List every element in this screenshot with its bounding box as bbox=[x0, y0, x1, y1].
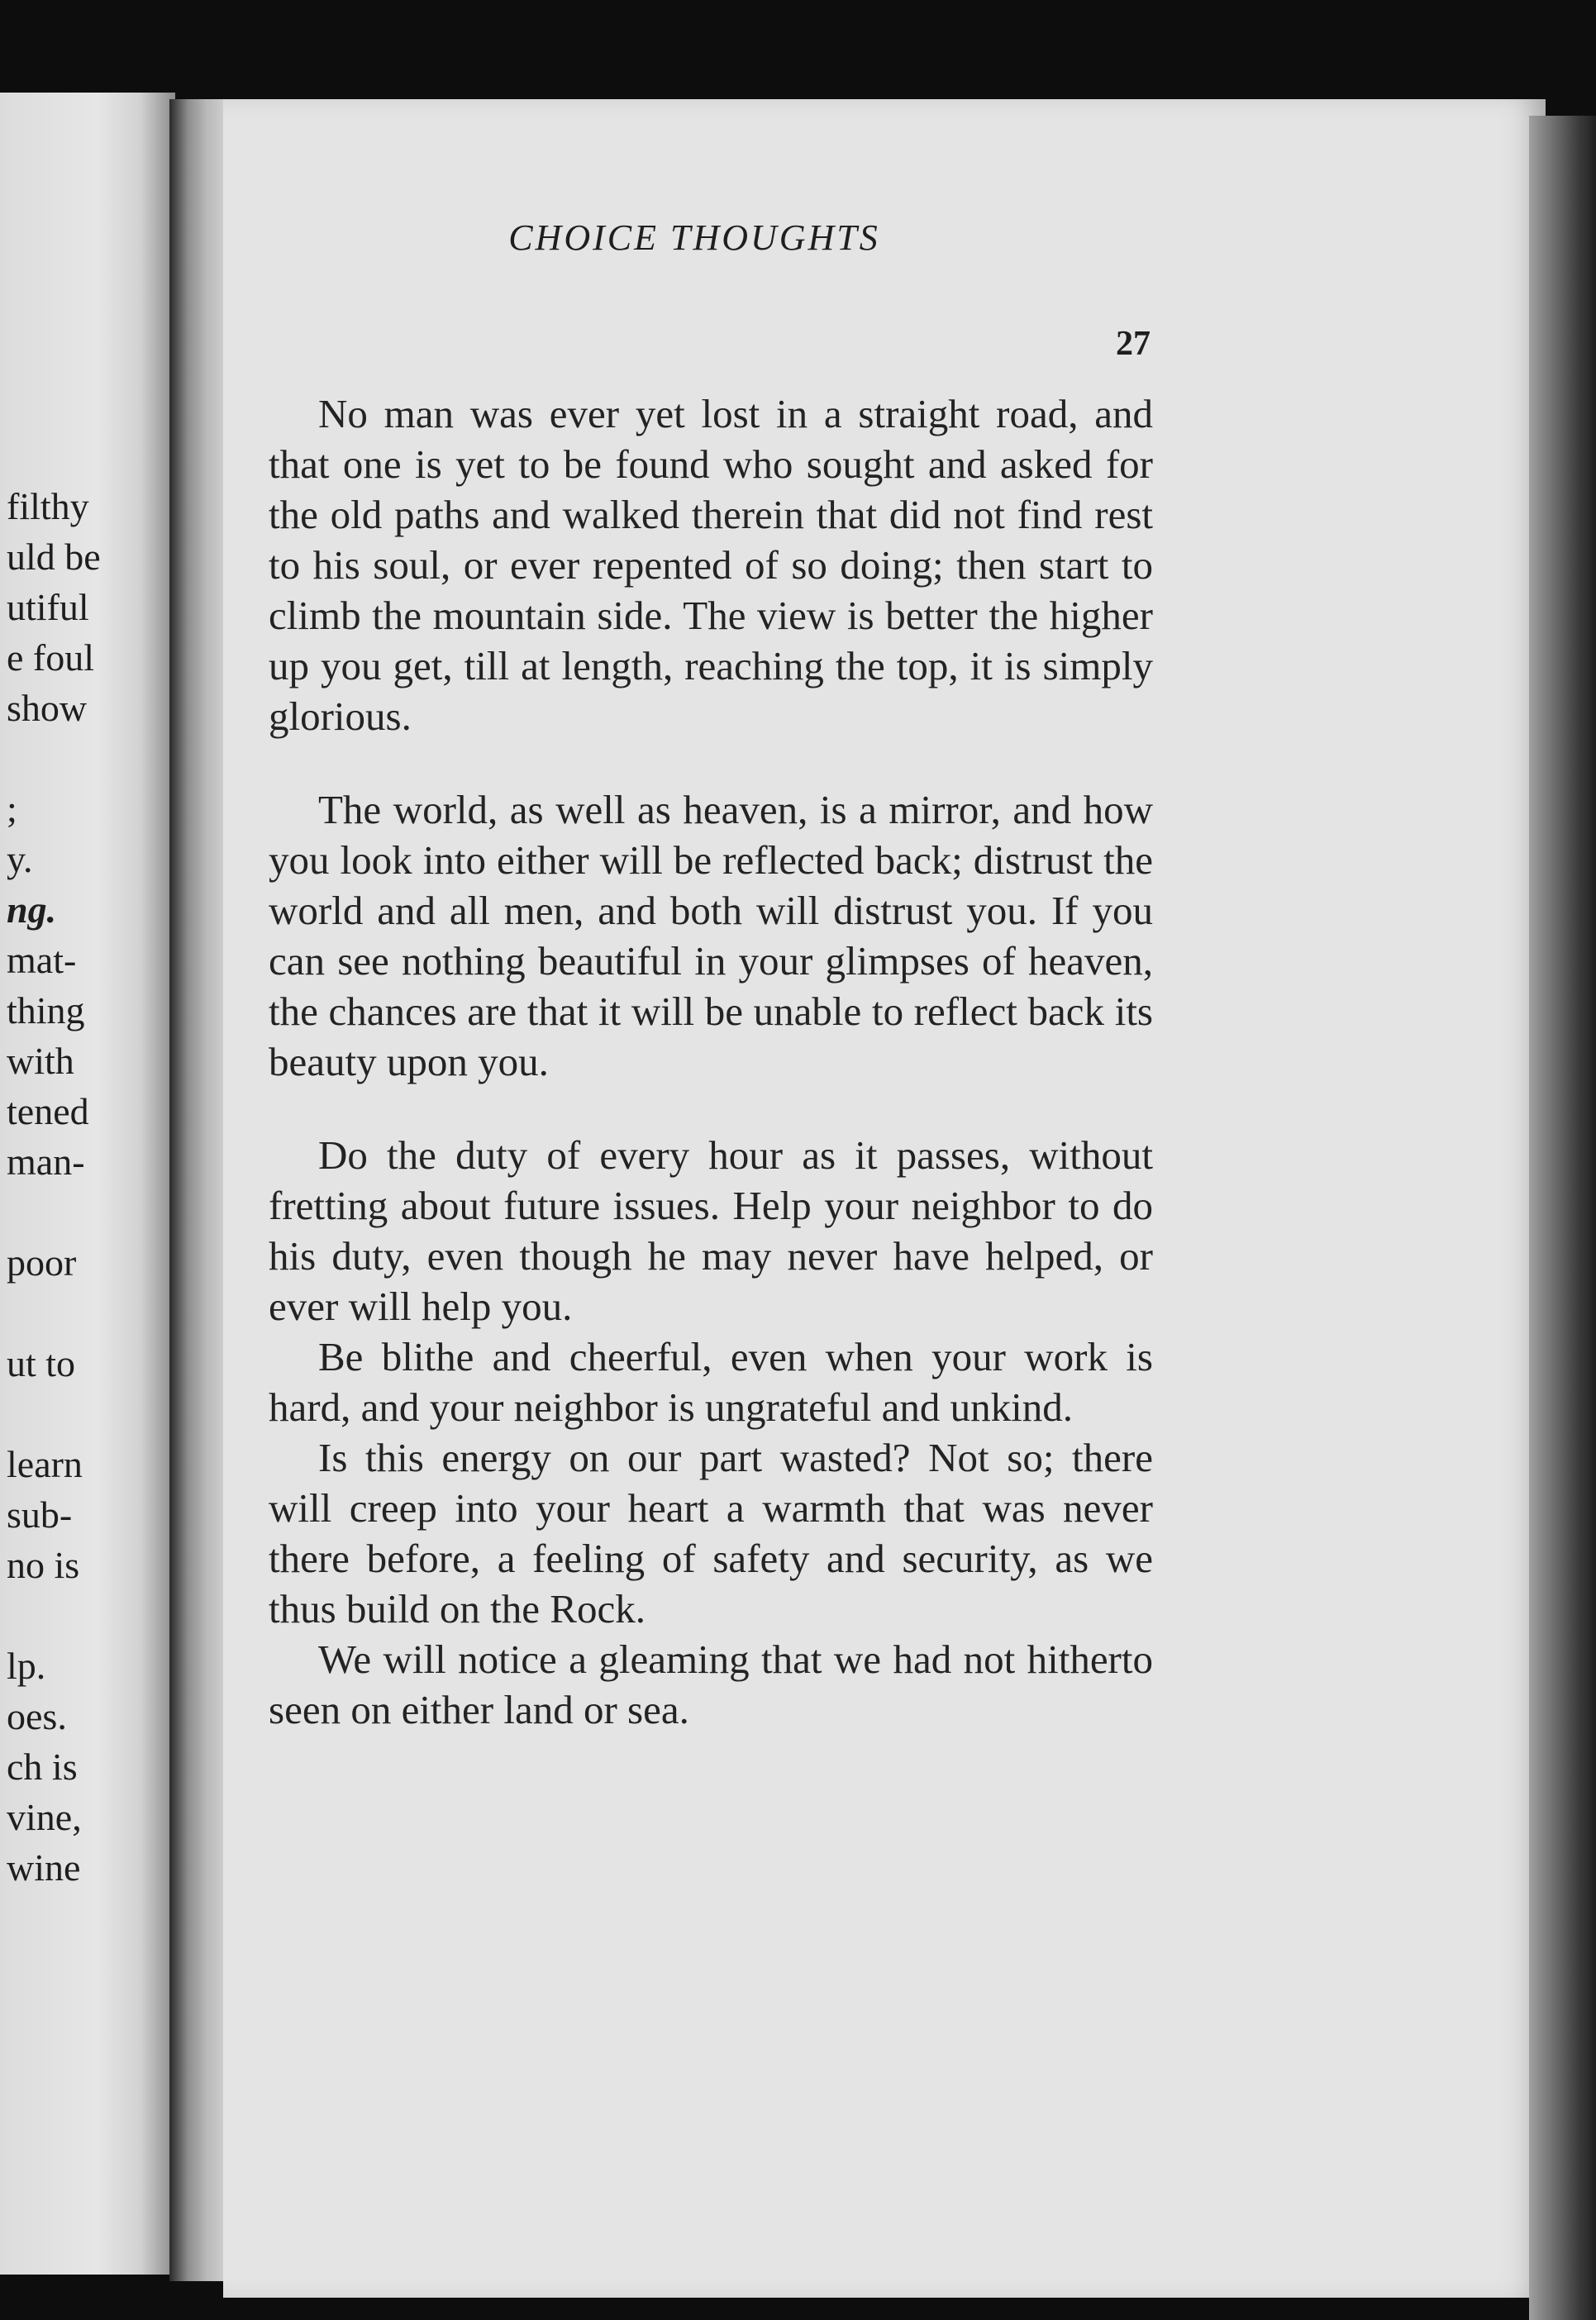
previous-page-line: e foul bbox=[7, 636, 95, 679]
previous-page-line: thing bbox=[7, 989, 85, 1031]
previous-page-line: no is bbox=[7, 1544, 80, 1586]
previous-page-line: ; bbox=[7, 788, 17, 830]
line-gap bbox=[7, 1389, 172, 1439]
paragraph: We will notice a gleaming that we had not hitherto seen on either land or sea. bbox=[269, 1636, 1153, 1732]
paragraph: The world, as well as heaven, is a mirror, and how you look into either will be reflected back; distrust the world and all men, and both will distrust you. If you can see nothing beautiful in your glimpses of heaven, the chances are that it will be unable to reflect back its beauty upon you. bbox=[269, 787, 1153, 1084]
line-gap bbox=[7, 1187, 172, 1237]
previous-page-line: filthy bbox=[7, 485, 89, 527]
previous-page-line: oes. bbox=[7, 1695, 67, 1737]
previous-page-line: learn bbox=[7, 1443, 83, 1485]
previous-page-line: show bbox=[7, 687, 88, 729]
previous-page-line: man- bbox=[7, 1141, 85, 1183]
line-gap bbox=[7, 1288, 172, 1338]
previous-page bbox=[0, 93, 175, 2275]
page-edge bbox=[1529, 116, 1596, 2320]
paragraph: Is this energy on our part wasted? Not so; there will creep into your heart a warmth that was never there before, a feeling of safety and security, as we thus build on the Rock. bbox=[269, 1435, 1153, 1632]
page-body bbox=[269, 388, 1153, 1735]
previous-page-line: y. bbox=[7, 838, 33, 880]
previous-page-line: mat- bbox=[7, 939, 77, 981]
page-number: 27 bbox=[1116, 325, 1151, 363]
previous-page-line: wine bbox=[7, 1846, 81, 1889]
line-gap bbox=[7, 1590, 172, 1641]
paragraph: No man was ever yet lost in a straight road, and that one is yet to be found who sought and asked for the old paths and walked therein that did not find rest to his soul, or ever repented of so doing; then start to climb the mountain side. The view is better the higher up you get, till at length, reaching the top, it is simply glorious. bbox=[269, 391, 1153, 739]
previous-page-line: sub- bbox=[7, 1493, 73, 1536]
line-gap bbox=[7, 733, 172, 784]
previous-page-line: vine, bbox=[7, 1796, 82, 1838]
running-head: CHOICE THOUGHTS bbox=[508, 217, 880, 258]
previous-page-line: with bbox=[7, 1040, 74, 1082]
previous-page-line: lp. bbox=[7, 1645, 46, 1687]
previous-page-line: ng. bbox=[7, 888, 57, 931]
previous-page-line: tened bbox=[7, 1090, 89, 1132]
previous-page-line: ch is bbox=[7, 1746, 78, 1788]
previous-page-line: ut to bbox=[7, 1342, 76, 1384]
book-gutter bbox=[169, 99, 231, 2281]
paragraph: Be blithe and cheerful, even when your work is hard, and your neighbor is ungrateful and unkind. bbox=[269, 1334, 1153, 1430]
previous-page-line: utiful bbox=[7, 586, 89, 628]
previous-page-text bbox=[7, 481, 172, 1893]
paragraph: Do the duty of every hour as it passes, without fretting about future issues. Help your neighbor to do his duty, even though he may never have helped, or ever will help you. bbox=[269, 1132, 1153, 1329]
previous-page-line: poor bbox=[7, 1241, 77, 1284]
previous-page-line: uld be bbox=[7, 536, 101, 578]
